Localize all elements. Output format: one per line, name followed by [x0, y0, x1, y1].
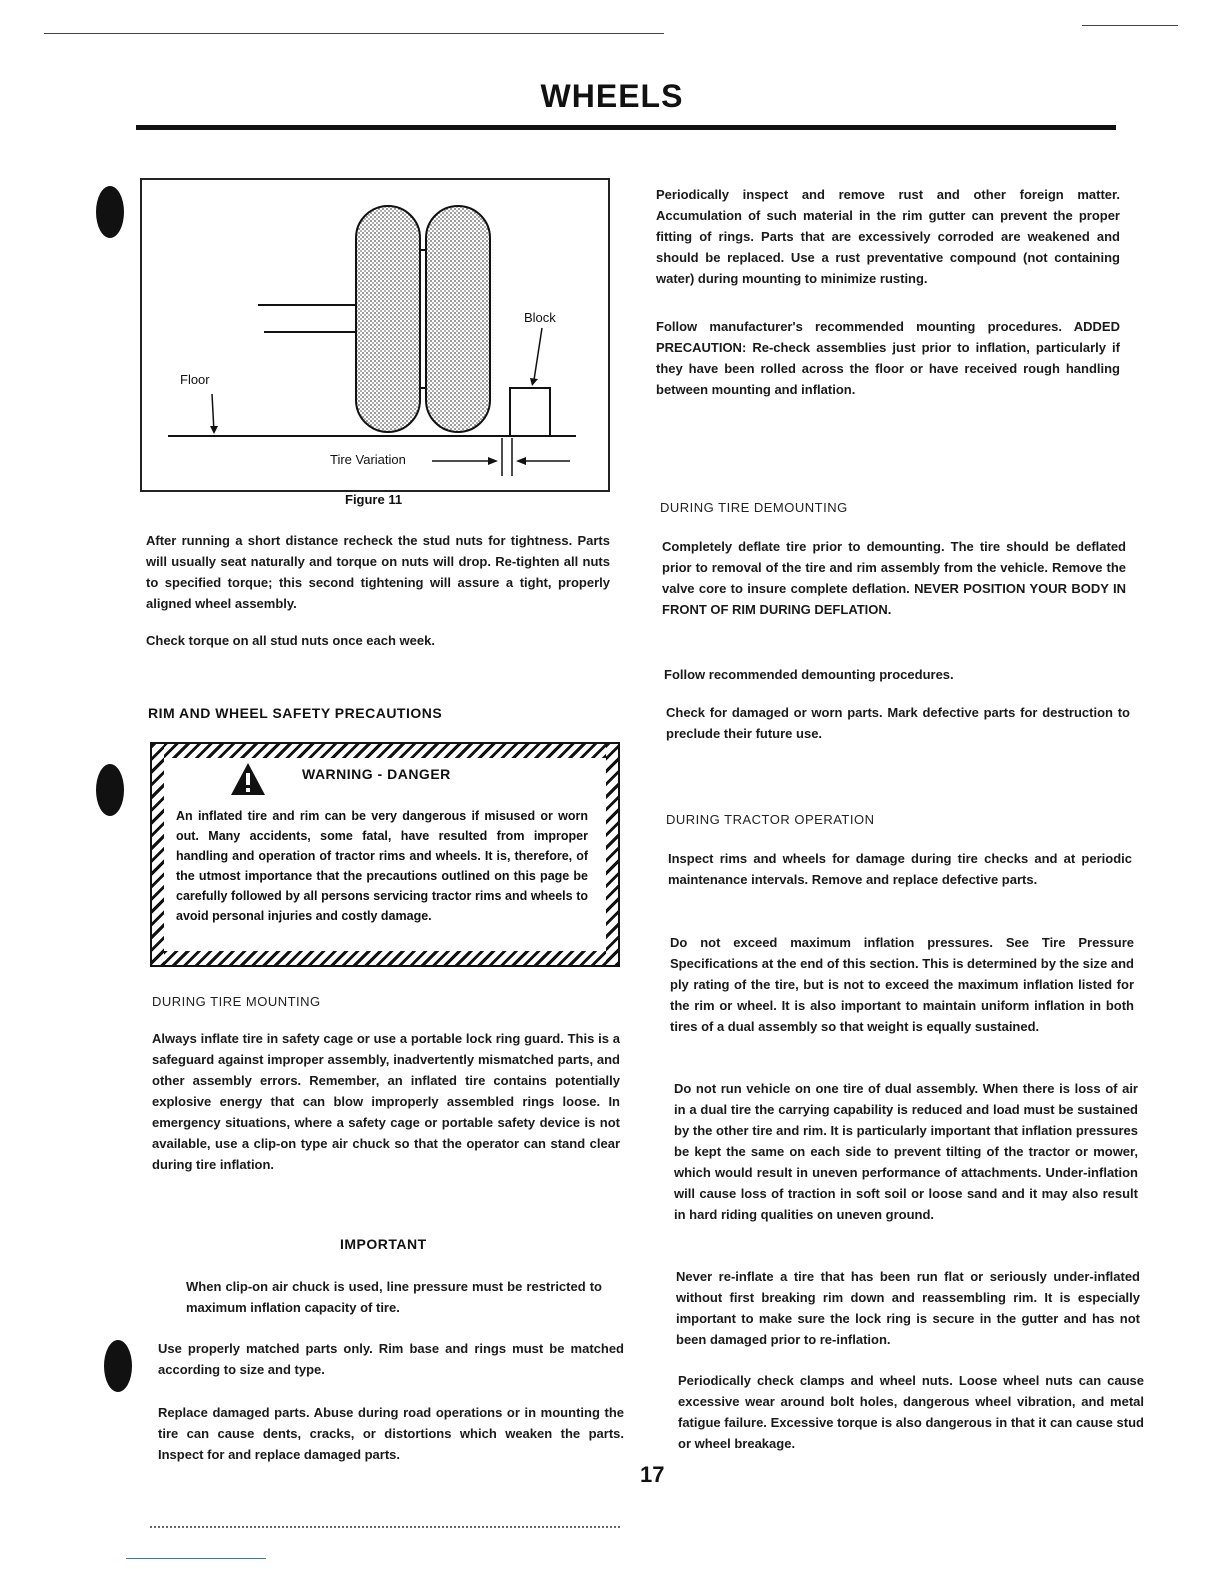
binder-hole-middle: [96, 764, 124, 816]
paragraph-check-damaged: Check for damaged or worn parts. Mark defective parts for destruction to preclude their future use.: [666, 705, 1130, 741]
warning-triangle-icon: [230, 762, 266, 796]
outer-tire: [426, 206, 490, 432]
heading-important: IMPORTANT: [340, 1236, 427, 1252]
warning-hatch-right: [606, 744, 618, 965]
paragraph-follow-demounting: Follow recommended demounting procedures.: [664, 667, 954, 682]
paragraph-deflate: Completely deflate tire prior to demounting. The tire should be deflated prior to removal of the tire and rim assembly from the vehicle. Remove the valve core to insure complete deflation. NEVER POSITION YOUR BODY IN FRONT OF RIM DURING DEFLATION.: [662, 539, 1126, 617]
footer-line: [126, 1558, 266, 1559]
heading-safety-precautions: RIM AND WHEEL SAFETY PRECAUTIONS: [148, 705, 443, 721]
paragraph-important: When clip-on air chuck is used, line pressure must be restricted to maximum inflation capacity of tire.: [186, 1279, 602, 1315]
footer-dotted-rule: [150, 1526, 620, 1528]
figure-caption: Figure 11: [345, 492, 403, 507]
paragraph-follow-mounting: Follow manufacturer's recommended mounting procedures. ADDED PRECAUTION: Re-check assemblies just prior to inflation, particularly if they have been rolled across the floor or have received rough handling between mounting and inflation.: [656, 319, 1120, 397]
page-number: 17: [640, 1462, 665, 1487]
heading-tire-demounting: DURING TIRE DEMOUNTING: [660, 500, 848, 515]
label-tire-variation: Tire Variation: [330, 452, 406, 467]
binder-hole-bottom: [104, 1340, 132, 1392]
paragraph-inspect-rims: Inspect rims and wheels for damage during tire checks and at periodic maintenance intervals. Remove and replace defective parts.: [668, 851, 1132, 887]
warning-hatch-top: [152, 744, 618, 758]
paragraph-reinflate: Never re-inflate a tire that has been run flat or seriously under-inflated without first breaking rim down and reassembling rim. It is especially important to make sure the lock ring is secure in the gutter and has not been damaged prior to re-inflation.: [676, 1269, 1140, 1347]
warning-text: An inflated tire and rim can be very dangerous if misused or worn out. Many accidents, some fatal, have resulted from improper handling and operation of tractor rims and wheels. It is, therefore, of the utmost importance that the precautions outlined on this page be carefully followed by all persons servicing tractor rims and wheels to avoid personal injuries and costly damage.: [176, 809, 588, 923]
paragraph-tire-mounting: Always inflate tire in safety cage or use a portable lock ring guard. This is a safeguard against improper assembly, inadvertently mismatched parts, and other assembly errors. Remember, an inflated tire contains potentially explosive energy that can blow improperly assembled rings loose. In emergency situations, where a safety cage or portable safety device is not available, use a clip-on type air chuck so that the operator can stand clear during tire inflation.: [152, 1031, 620, 1172]
paragraph-recheck-studs: After running a short distance recheck the stud nuts for tightness. Parts will usually seat naturally and torque on nuts will drop. Re-tighten all nuts to specified torque; this second tightening will assure a tight, properly aligned wheel assembly.: [146, 533, 610, 611]
binder-hole-top: [96, 186, 124, 238]
paragraph-inspect-rust: Periodically inspect and remove rust and other foreign matter. Accumulation of such material in the rim gutter can prevent the proper fitting of rings. Parts that are excessively corroded are weakened and should be replaced. Use a rust preventative compound (not containing water) during mounting to minimize rusting.: [656, 187, 1120, 286]
label-block: Block: [524, 310, 556, 325]
title-underline: [136, 125, 1116, 130]
paragraph-weekly-torque: Check torque on all stud nuts once each week.: [146, 633, 435, 648]
page-title: WHEELS: [540, 78, 684, 114]
warning-hatch-bottom: [152, 951, 618, 965]
heading-tire-mounting: DURING TIRE MOUNTING: [152, 994, 321, 1009]
heading-tractor-operation: DURING TRACTOR OPERATION: [666, 812, 875, 827]
paragraph-inflation-pressure: Do not exceed maximum inflation pressures. See Tire Pressure Specifications at the end of this section. This is determined by the size and ply rating of the tire, but is not to exceed the maximum inflation listed for the rim or wheel. It is also important to maintain uniform inflation in both tires of a dual assembly so that weight is equally sustained.: [670, 935, 1134, 1034]
paragraph-replace-damaged: Replace damaged parts. Abuse during road operations or in mounting the tire can cause dents, cracks, or distortions which weaken the parts. Inspect for and replace damaged parts.: [158, 1405, 624, 1462]
inner-tire: [356, 206, 420, 432]
warning-title: WARNING - DANGER: [302, 766, 451, 782]
figure-11-diagram: [140, 178, 610, 492]
top-rule-right: [1082, 25, 1178, 26]
wheel-block: [510, 388, 550, 436]
warning-hatch-left: [152, 744, 164, 965]
warning-danger-box: [150, 742, 620, 967]
paragraph-matched-parts: Use properly matched parts only. Rim base and rings must be matched according to size and type.: [158, 1341, 624, 1377]
paragraph-dual-assembly: Do not run vehicle on one tire of dual assembly. When there is loss of air in a dual tire the carrying capability is reduced and load must be sustained by the other tire and rim. It is particularly important that inflation pressures be kept the same on each side to prevent tilting of the tractor or mower, which would result in uneven performance of attachments. Under-inflation will cause loss of traction in soft soil or loose sand and it may also result in hard riding qualities on uneven ground.: [674, 1081, 1138, 1222]
dual-tire-diagram: [142, 180, 608, 490]
top-rule: [44, 33, 664, 34]
paragraph-clamps-nuts: Periodically check clamps and wheel nuts. Loose wheel nuts can cause excessive wear around bolt holes, dangerous wheel vibration, and metal fatigue failure. Excessive torque is also dangerous in that it can cause stud or wheel breakage.: [678, 1373, 1144, 1451]
label-floor: Floor: [180, 372, 210, 387]
